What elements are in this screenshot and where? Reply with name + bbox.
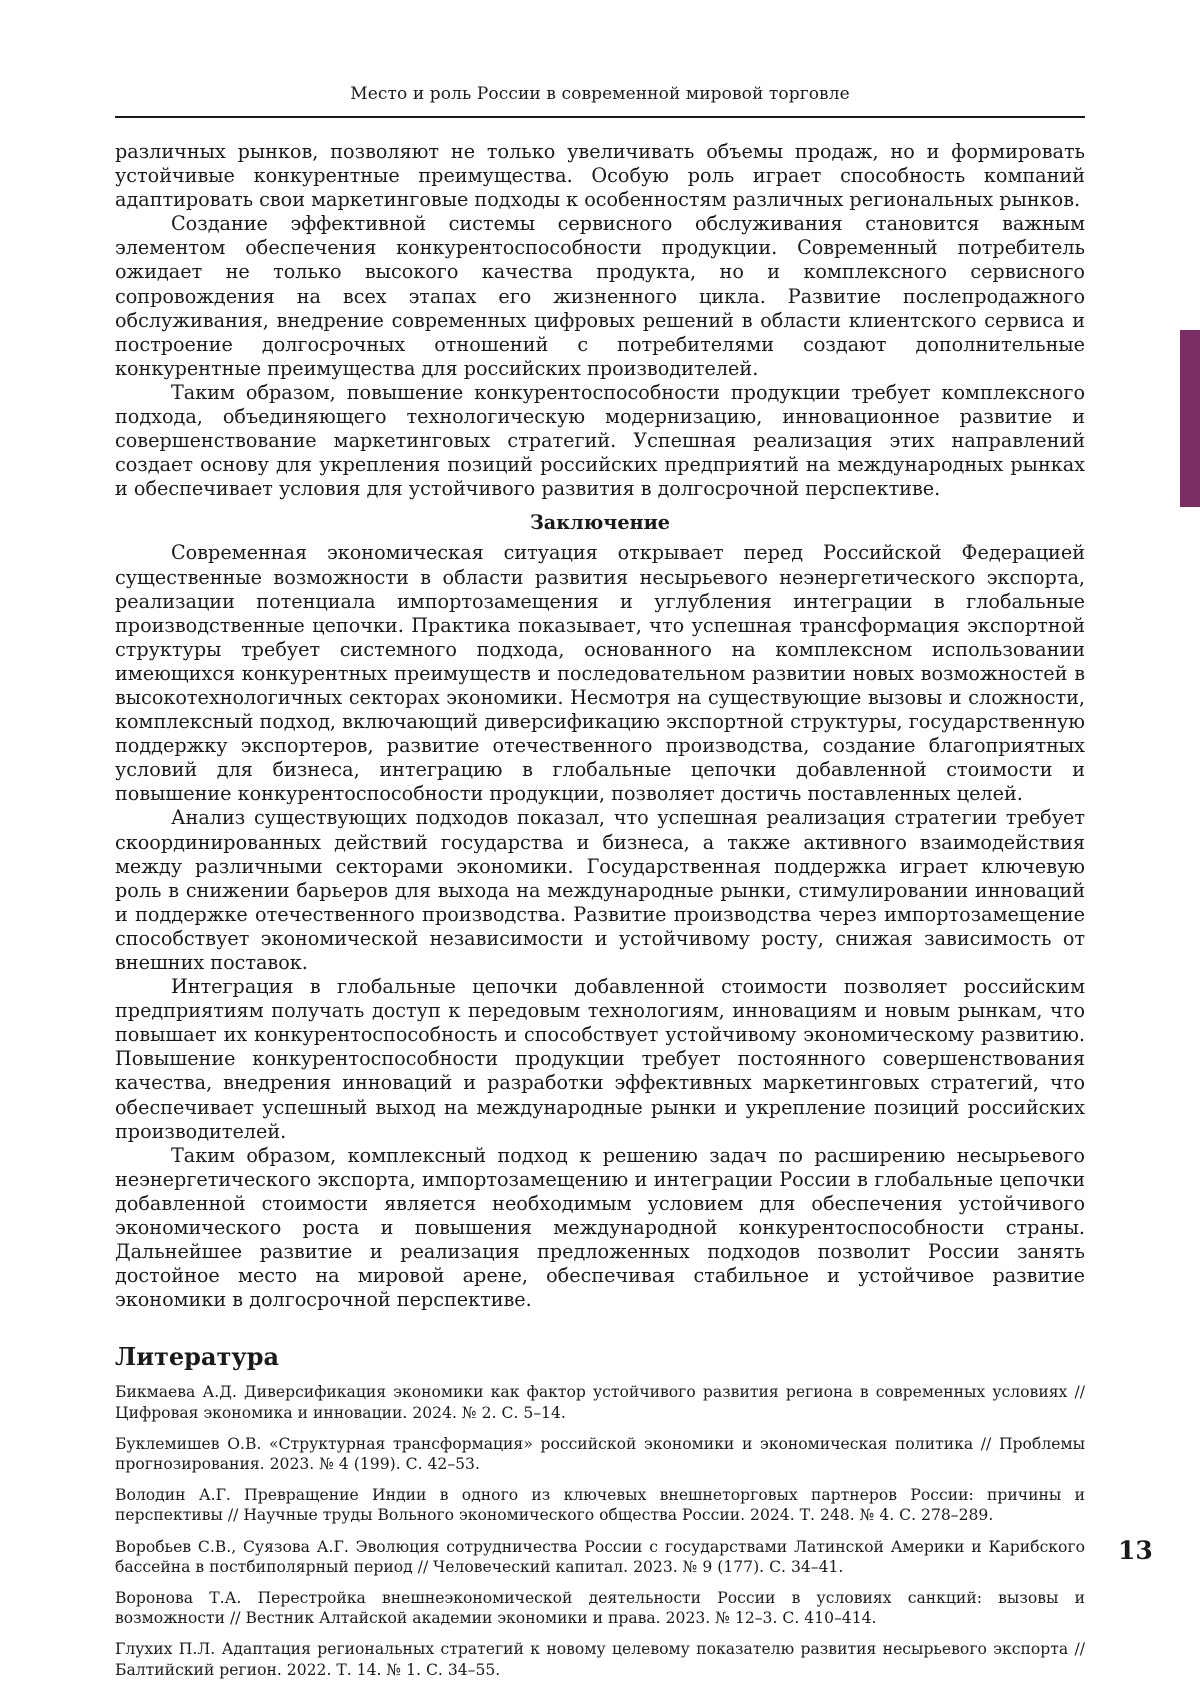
header-rule — [115, 116, 1085, 118]
conclusion-paragraph: Интеграция в глобальные цепочки добавленной стоимости позволяет российским предприятиям получать доступ к передовым технологиям, инновациям и новым рынкам, что повышает их конкурентоспособность и способствует устойчивому экономическому развитию. Повышение конкурентоспособности продукции требует постоянного совершенствования качества, внедрения инноваций и разработки эффективных маркетинговых стратегий, что обеспечивает успешный выход на международные рынки и укрепление позиций российских производителей. — [115, 975, 1085, 1144]
body-paragraph: Таким образом, повышение конкурентоспособности продукции требует комплексного подхода, объединяющего технологическую модернизацию, инновационное развитие и совершенствование маркетинговых стратегий. Успешная реализация этих направлений создает основу для укрепления позиций российских предприятий на международных рынках и обеспечивает условия для устойчивого развития в долгосрочной перспективе. — [115, 381, 1085, 501]
conclusion-heading: Заключение — [115, 511, 1085, 535]
running-title: Место и роль России в современной мировой торговле — [115, 84, 1085, 104]
page-number: 13 — [1118, 1536, 1153, 1565]
conclusion-paragraph: Анализ существующих подходов показал, что успешная реализация стратегии требует скоординированных действий государства и бизнеса, а также активного взаимодействия между различными секторами экономики. Государственная поддержка играет ключевую роль в снижении барьеров для выхода на международные рынки, стимулировании инноваций и поддержке отечественного производства. Развитие производства через импортозамещение способствует экономической независимости и устойчивому росту, снижая зависимость от внешних поставок. — [115, 806, 1085, 975]
reference-item: Володин А.Г. Превращение Индии в одного из ключевых внешнеторговых партнеров России: причины и перспективы // Научные труды Вольного экономического общества России. 2024. Т. 248. № 4. С. 278–289. — [115, 1485, 1085, 1525]
page-body — [115, 140, 1085, 1691]
references-heading: Литература — [115, 1342, 1085, 1372]
reference-item: Буклемишев О.В. «Структурная трансформация» российской экономики и экономическая политика // Проблемы прогнозирования. 2023. № 4 (199). С. 42–53. — [115, 1434, 1085, 1474]
body-paragraph: Создание эффективной системы сервисного обслуживания становится важным элементом обеспечения конкурентоспособности продукции. Современный потребитель ожидает не только высокого качества продукта, но и комплексного сервисного сопровождения на всех этапах его жизненного цикла. Развитие послепродажного обслуживания, внедрение современных цифровых решений в области клиентского сервиса и построение долгосрочных отношений с потребителями создают дополнительные конкурентные преимущества для российских производителей. — [115, 212, 1085, 381]
reference-item: Бикмаева А.Д. Диверсификация экономики как фактор устойчивого развития региона в современных условиях // Цифровая экономика и инновации. 2024. № 2. С. 5–14. — [115, 1382, 1085, 1422]
conclusion-paragraph: Таким образом, комплексный подход к решению задач по расширению несырьевого неэнергетического экспорта, импортозамещению и интеграции России в глобальные цепочки добавленной стоимости является необходимым условием для обеспечения устойчивого экономического роста и повышения международной конкурентоспособности страны. Дальнейшее развитие и реализация предложенных подходов позволит России занять достойное место на мировой арене, обеспечивая стабильное и устойчивое развитие экономики в долгосрочной перспективе. — [115, 1144, 1085, 1313]
conclusion-paragraph: Современная экономическая ситуация открывает перед Российской Федерацией существенные возможности в области развития несырьевого неэнергетического экспорта, реализации потенциала импортозамещения и углубления интеграции в глобальные производственные цепочки. Практика показывает, что успешная трансформация экспортной структуры требует системного подхода, основанного на комплексном использовании имеющихся конкурентных преимуществ и последовательном развитии новых возможностей в высокотехнологичных секторах экономики. Несмотря на существующие вызовы и сложности, комплексный подход, включающий диверсификацию экспортной структуры, государственную поддержку экспортеров, развитие отечественного производства, создание благоприятных условий для бизнеса, интеграцию в глобальные цепочки добавленной стоимости и повышение конкурентоспособности продукции, позволяет достичь поставленных целей. — [115, 541, 1085, 806]
section-color-tab — [1180, 330, 1200, 507]
reference-item: Воронова Т.А. Перестройка внешнеэкономической деятельности России в условиях санкций: вызовы и возможности // Вестник Алтайской академии экономики и права. 2023. № 12–3. С. 410–414. — [115, 1588, 1085, 1628]
body-paragraph: различных рынков, позволяют не только увеличивать объемы продаж, но и формировать устойчивые конкурентные преимущества. Особую роль играет способность компаний адаптировать свои маркетинговые подходы к особенностям различных региональных рынков. — [115, 140, 1085, 212]
reference-item: Воробьев С.В., Суязова А.Г. Эволюция сотрудничества России с государствами Латинской Америки и Карибского бассейна в постбиполярный период // Человеческий капитал. 2023. № 9 (177). С. 34–41. — [115, 1537, 1085, 1577]
reference-item: Глухих П.Л. Адаптация региональных стратегий к новому целевому показателю развития несырьевого экспорта // Балтийский регион. 2022. Т. 14. № 1. С. 34–55. — [115, 1639, 1085, 1679]
